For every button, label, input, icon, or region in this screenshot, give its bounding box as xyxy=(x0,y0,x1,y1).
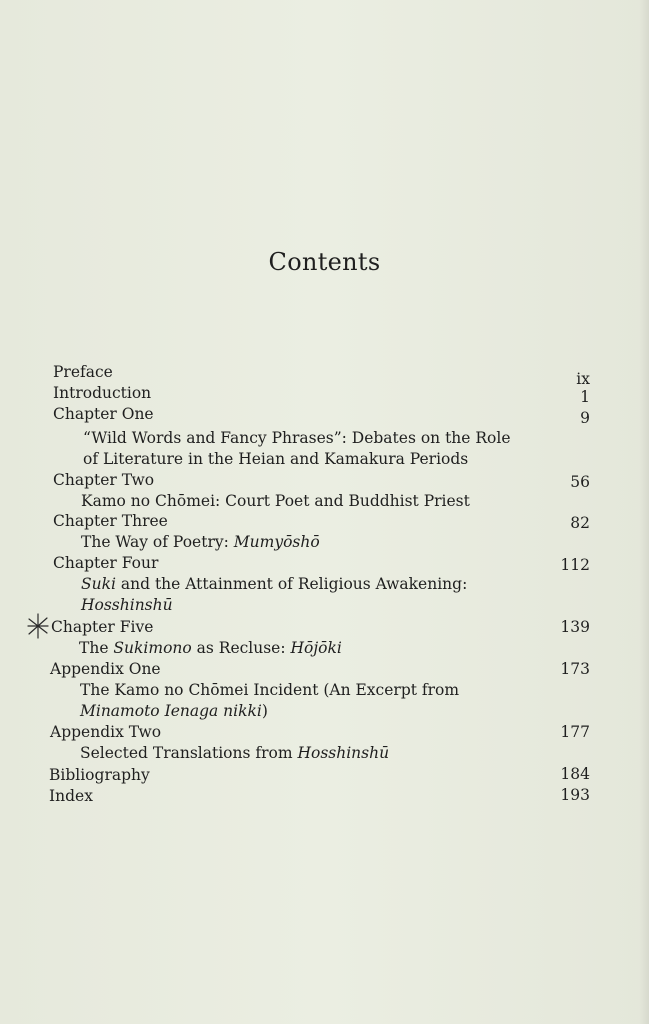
toc-entry-appendix-two: Appendix Two xyxy=(50,723,162,741)
toc-page-chapter-two: 56 xyxy=(570,473,590,491)
toc-entry-chapter-three: Chapter Three xyxy=(53,512,168,530)
toc-subtitle-appendix-one-paren: ) xyxy=(261,702,268,720)
toc-page-appendix-two: 177 xyxy=(560,723,590,741)
toc-entry-introduction: Introduction xyxy=(53,384,152,402)
toc-subtitle-appendix-two xyxy=(80,743,389,764)
toc-page-bibliography: 184 xyxy=(560,765,590,783)
page-title: Contents xyxy=(268,248,381,276)
page-edge-shadow xyxy=(639,0,649,1024)
toc-subtitle-chapter-five xyxy=(79,638,342,659)
toc-subtitle-appendix-one-line2 xyxy=(80,701,268,722)
toc-page-introduction: 1 xyxy=(580,388,590,406)
toc-subtitle-chapter-five-italic-a: Sukimono xyxy=(113,639,192,657)
toc-entry-chapter-one: Chapter One xyxy=(53,405,154,423)
toc-subtitle-chapter-three xyxy=(81,532,320,553)
toc-page-preface: ix xyxy=(576,370,590,388)
toc-subtitle-chapter-four-text: and the Attainment of Religious Awakening: xyxy=(115,575,468,593)
toc-subtitle-chapter-one-line1: “Wild Words and Fancy Phrases”: Debates on the Role xyxy=(83,429,511,447)
toc-subtitle-appendix-two-italic: Hosshinshū xyxy=(297,744,390,762)
toc-entry-chapter-four: Chapter Four xyxy=(53,554,159,572)
toc-subtitle-chapter-three-text: The Way of Poetry: xyxy=(81,533,234,551)
toc-subtitle-appendix-two-text: Selected Translations from xyxy=(80,744,298,762)
handwritten-asterisk-mark xyxy=(26,612,50,640)
toc-entry-preface: Preface xyxy=(53,363,113,381)
toc-subtitle-chapter-four-line1 xyxy=(81,574,467,595)
toc-subtitle-chapter-five-text-a: The xyxy=(79,639,114,657)
toc-subtitle-chapter-three-italic: Mumyōshō xyxy=(233,533,320,551)
toc-subtitle-appendix-one-line1: The Kamo no Chōmei Incident (An Excerpt from xyxy=(80,681,460,699)
toc-subtitle-chapter-one-line2: of Literature in the Heian and Kamakura Periods xyxy=(83,450,469,468)
toc-subtitle-chapter-five-text-b: as Recluse: xyxy=(191,639,291,657)
toc-entry-chapter-five: Chapter Five xyxy=(51,618,154,636)
toc-entry-chapter-two: Chapter Two xyxy=(53,471,155,489)
toc-entry-bibliography: Bibliography xyxy=(49,766,150,784)
toc-page-appendix-one: 173 xyxy=(560,660,590,678)
toc-page-index: 193 xyxy=(560,786,590,804)
toc-entry-index: Index xyxy=(49,787,93,805)
toc-page-chapter-one: 9 xyxy=(580,409,590,427)
toc-page-chapter-five: 139 xyxy=(560,618,590,636)
toc-subtitle-chapter-five-italic-b: Hōjōki xyxy=(290,639,342,657)
toc-subtitle-chapter-four-italic: Suki xyxy=(81,575,116,593)
toc-page-chapter-four: 112 xyxy=(560,556,590,574)
toc-subtitle-appendix-one-italic: Minamoto Ienaga nikki xyxy=(80,702,262,720)
toc-page-chapter-three: 82 xyxy=(570,514,590,532)
toc-entry-appendix-one: Appendix One xyxy=(50,660,161,678)
toc-subtitle-chapter-four-line2: Hosshinshū xyxy=(81,596,173,614)
toc-subtitle-chapter-two: Kamo no Chōmei: Court Poet and Buddhist Priest xyxy=(81,492,470,510)
